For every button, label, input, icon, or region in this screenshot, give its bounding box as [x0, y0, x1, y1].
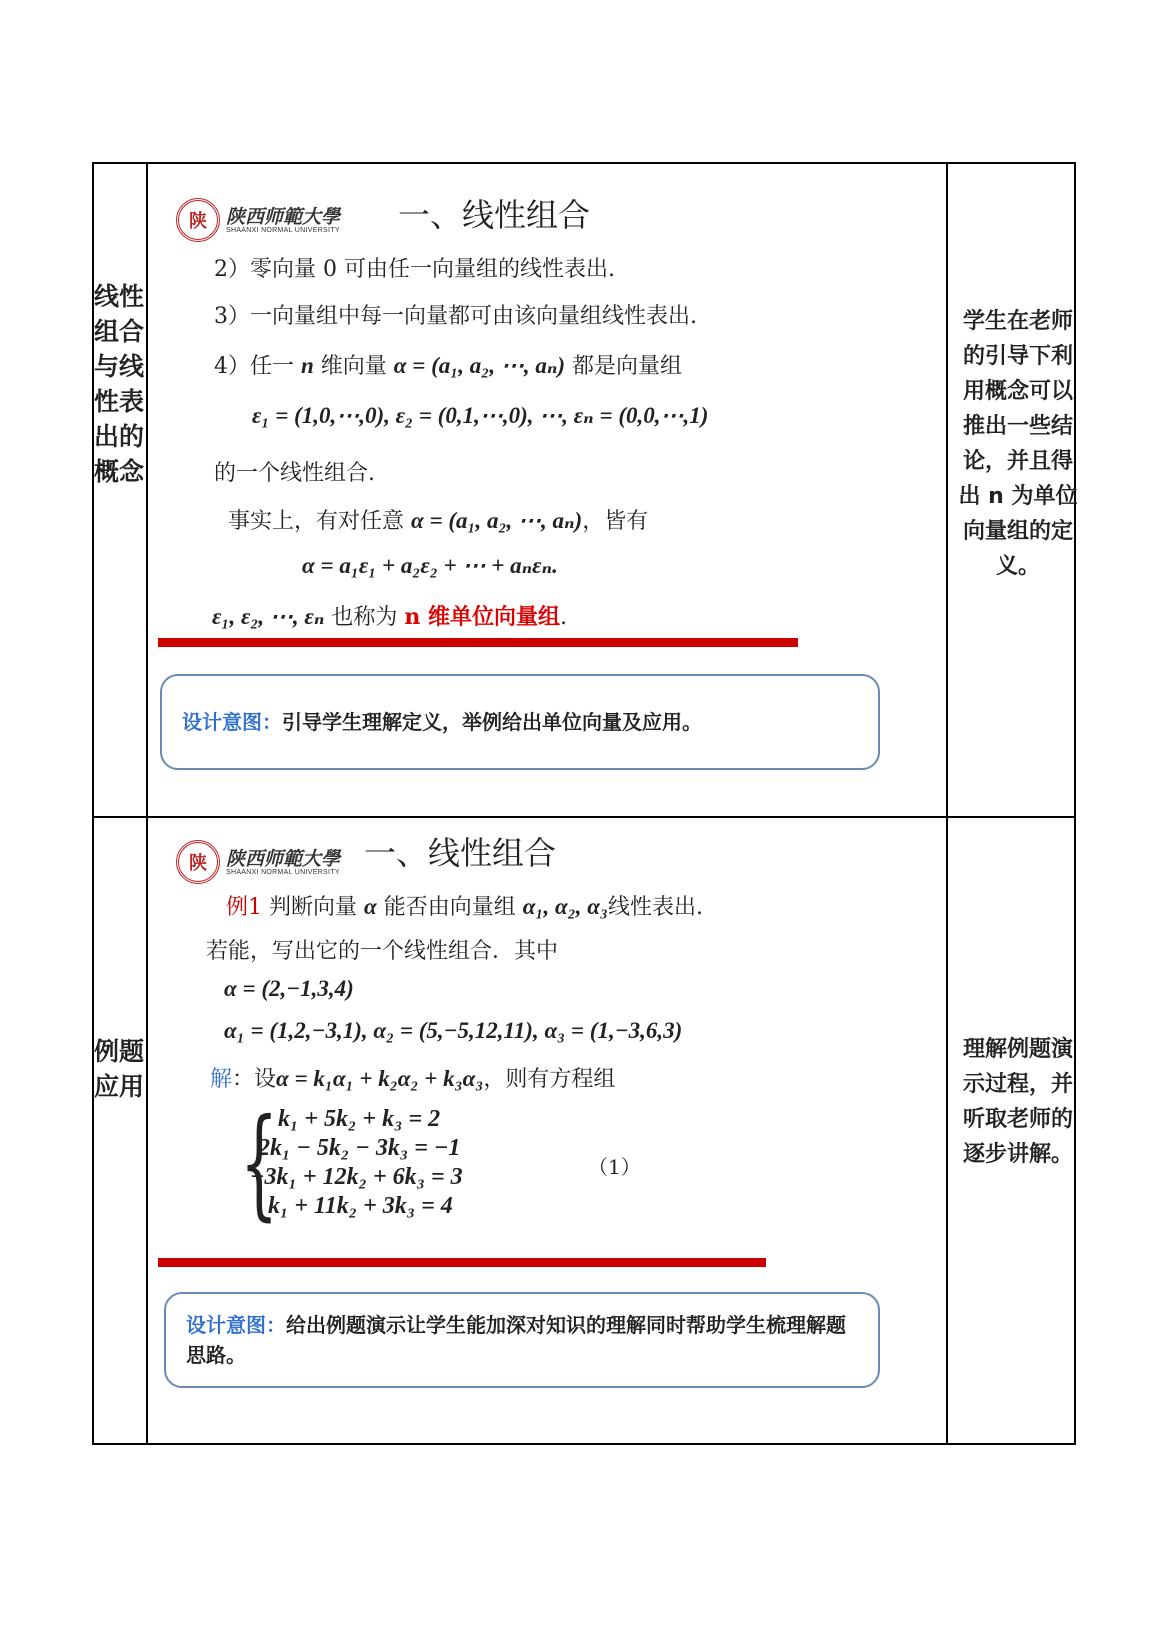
example-statement	[226, 890, 703, 921]
slide-red-bar	[158, 638, 798, 647]
example-alpha: α	[364, 894, 377, 919]
example-label: 例1	[226, 895, 262, 920]
property-4-math: α = (a₁, a₂, ⋯, aₙ)	[393, 353, 566, 378]
proof-prefix: 事实上，有对任意	[228, 509, 411, 534]
proof-line	[228, 504, 648, 535]
slide-title: 一、线性组合	[398, 196, 591, 234]
equation-2: 2k₁ − 5k₂ − 3k₃ = −1	[258, 1135, 461, 1161]
property-4-prefix: 4）任一	[214, 354, 301, 379]
unit-group-math: ε₁, ε₂, ⋯, εₙ	[212, 604, 325, 629]
logo-chinese-name: 陕西师範大學	[226, 205, 341, 228]
university-logo	[176, 198, 340, 242]
row2-student-note: 理解例题演示过程，并听取老师的逐步讲解。	[962, 1037, 1073, 1167]
university-logo-2	[176, 840, 340, 884]
university-seal-icon: 陕	[176, 840, 220, 884]
linear-combination-text: 的一个线性组合.	[214, 461, 375, 486]
property-4	[214, 349, 682, 380]
alpha-definition: α = (2,−1,3,4)	[224, 976, 354, 1001]
slide-red-bar-2	[158, 1258, 766, 1267]
equation-3: −3k₁ + 12k₂ + 6k₃ = 3	[250, 1164, 463, 1190]
property-3: 3）一向量组中每一向量都可由该向量组线性表出.	[214, 304, 697, 329]
equation-1: k₁ + 5k₂ + k₃ = 2	[278, 1106, 441, 1132]
row1-student-note: 学生在老师的引导下利用概念可以推出一些结论，并且得出 n 为单位向量组的定义。	[958, 309, 1078, 579]
alphas-definition: α₁ = (1,2,−3,1), α₂ = (5,−5,12,11), α₃ = (1,−3,6,3)	[224, 1018, 683, 1043]
row2-section-label: 例题应用	[94, 1037, 145, 1101]
equation-4: k₁ + 11k₂ + 3k₃ = 4	[268, 1193, 453, 1219]
design-intent-box-2	[164, 1292, 880, 1388]
example-requirement: 若能，写出它的一个线性组合．其中	[206, 939, 559, 964]
equation-system	[240, 1094, 560, 1233]
logo-english-name: SHAANXI NORMAL UNIVERSITY	[226, 226, 340, 234]
row2-slide	[148, 818, 944, 1443]
design-intent-box	[160, 674, 880, 770]
slide-title-2: 一、线性组合	[364, 834, 557, 872]
lesson-table	[92, 162, 1076, 1445]
design-intent-label: 设计意图：	[182, 710, 282, 734]
proof-suffix: ，皆有	[582, 509, 649, 534]
example-vector-group: α₁, α₂, α₃	[522, 894, 608, 919]
unit-group-highlight: n 维单位向量组	[404, 604, 561, 630]
property-4-n: n	[301, 353, 314, 378]
row1-slide	[148, 164, 944, 814]
solution-label: 解	[210, 1067, 233, 1092]
university-seal-icon: 陕	[176, 198, 220, 242]
example-text-1: 判断向量	[262, 895, 364, 920]
logo-english-name: SHAANXI NORMAL UNIVERSITY	[226, 868, 340, 876]
design-intent-text: 引导学生理解定义，举例给出单位向量及应用。	[282, 710, 702, 734]
property-2: 2）零向量 0 可由任一向量组的线性表出.	[214, 257, 615, 282]
unit-group-mid: 也称为	[324, 605, 405, 630]
example-text-3: 线性表出.	[607, 895, 703, 920]
logo-chinese-name: 陕西师範大學	[226, 847, 341, 870]
expansion-formula: α = a₁ε₁ + a₂ε₂ + ⋯ + aₙεₙ.	[302, 553, 558, 578]
unit-group-end: .	[560, 605, 568, 630]
solution-suffix: ，则有方程组	[483, 1067, 616, 1092]
left-brace: {	[240, 1094, 279, 1233]
row1-section-label: 线性组合与线性表出的概念	[94, 282, 145, 486]
design-intent-text: 给出例题演示让学生能加深对知识的理解同时帮助学生梳理解题思路。	[186, 1313, 846, 1367]
property-4-suffix: 都是向量组	[565, 354, 683, 379]
solution-line	[210, 1062, 615, 1093]
equation-number: （1）	[588, 1155, 641, 1179]
solution-colon: ：设	[232, 1067, 277, 1092]
proof-math: α = (a₁, a₂, ⋯, aₙ)	[411, 508, 583, 533]
example-text-2: 能否由向量组	[376, 895, 523, 920]
unit-group-name	[212, 600, 567, 631]
unit-vectors-def: ε₁ = (1,0,⋯,0), ε₂ = (0,1,⋯,0), ⋯, εₙ = (0,0,⋯,1)	[252, 403, 709, 428]
column-divider-right	[946, 164, 948, 1443]
design-intent-label: 设计意图：	[186, 1313, 286, 1337]
property-4-mid: 维向量	[313, 354, 394, 379]
solution-math: α = k₁α₁ + k₂α₂ + k₃α₃	[276, 1066, 484, 1091]
